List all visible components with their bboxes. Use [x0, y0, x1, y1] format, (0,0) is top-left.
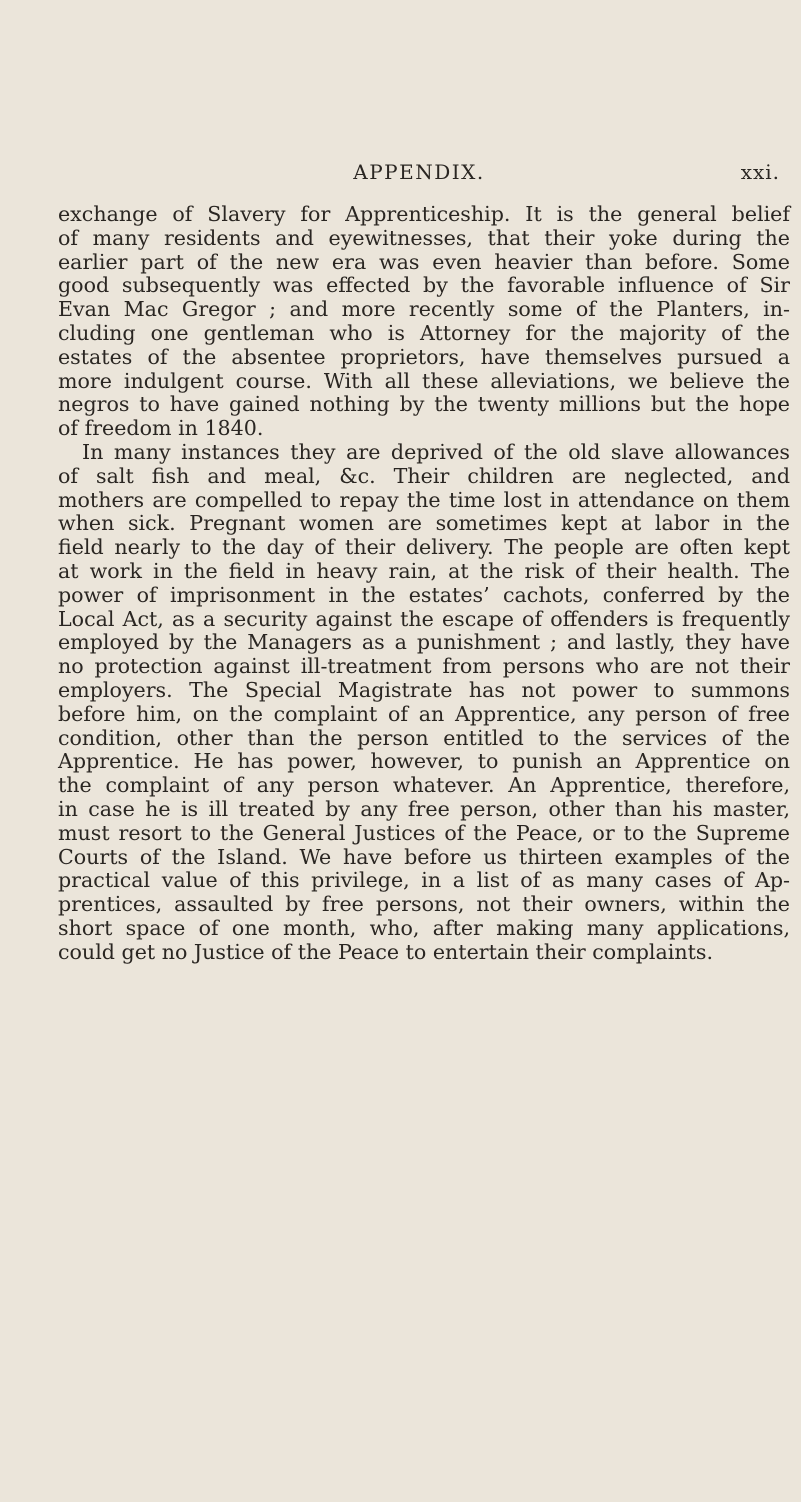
text-line: power of imprisonment in the estates’ cachots, conferred by the	[58, 582, 790, 607]
text-line: Courts of the Island. We have before us thirteen examples of the	[58, 844, 790, 869]
text-line: exchange of Slavery for Apprenticeship. It is the general belief	[58, 202, 790, 226]
text-line: estates of the absentee proprietors, have themselves pursued a	[58, 344, 790, 369]
text-line: of many residents and eyewitnesses, that their yoke during the	[58, 225, 790, 250]
text-line: cluding one gentleman who is Attorney for the majority of the	[58, 320, 790, 345]
text-line: mothers are compelled to repay the time lost in attendance on them	[58, 487, 790, 512]
text-line: earlier part of the new era was even heavier than before. Some	[58, 249, 790, 274]
page-header	[58, 160, 780, 192]
running-title: APPENDIX.	[353, 160, 485, 184]
text-line: Local Act, as a security against the escape of offenders is frequently	[58, 606, 790, 631]
text-line: Evan Mac Gregor ; and more recently some of the Planters, in-	[58, 297, 790, 322]
text-line: negros to have gained nothing by the twenty millions but the hope	[58, 392, 790, 417]
text-line: employers. The Special Magistrate has not power to summons	[58, 677, 790, 702]
page-number: xxi.	[740, 160, 780, 184]
text-line: In many instances they are deprived of the old slave allowances	[82, 439, 790, 464]
text-line: field nearly to the day of their delivery. The people are often kept	[58, 535, 790, 560]
text-line: more indulgent course. With all these alleviations, we believe the	[58, 368, 790, 393]
text-line: the complaint of any person whatever. An Apprentice, therefore,	[58, 773, 790, 798]
text-line: when sick. Pregnant women are sometimes kept at labor in the	[58, 511, 790, 536]
text-line: no protection against ill-treatment from persons who are not their	[58, 654, 790, 679]
text-line: good subsequently was effected by the favorable influence of Sir	[58, 273, 790, 298]
text-line: before him, on the complaint of an Apprentice, any person of free	[58, 701, 790, 726]
text-line: Apprentice. He has power, however, to punish an Apprentice on	[58, 749, 790, 774]
text-line: prentices, assaulted by free persons, not their owners, within the	[58, 892, 790, 917]
text-line: employed by the Managers as a punishment ; and lastly, they have	[58, 630, 790, 655]
text-line: practical value of this privilege, in a list of as many cases of Ap-	[58, 868, 790, 893]
text-line: in case he is ill treated by any free person, other than his master,	[58, 796, 790, 821]
text-line: of freedom in 1840.	[58, 416, 264, 441]
text-line: of salt fish and meal, &c. Their children are neglected, and	[58, 463, 790, 488]
body-text	[58, 203, 790, 965]
text-line: short space of one month, who, after making many applications,	[58, 915, 790, 940]
text-line: could get no Justice of the Peace to entertain their complaints.	[58, 939, 714, 964]
text-line: condition, other than the person entitled to the services of the	[58, 725, 790, 750]
text-line: at work in the field in heavy rain, at the risk of their health. The	[58, 558, 790, 583]
text-line: must resort to the General Justices of the Peace, or to the Supreme	[58, 820, 790, 845]
